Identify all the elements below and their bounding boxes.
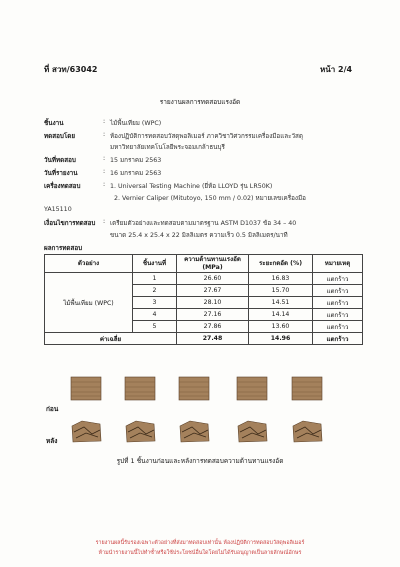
- specimen-before-photo: [291, 375, 323, 401]
- average-row: [45, 333, 363, 345]
- header-strength-label: ความต้านทานแรงอัด: [184, 255, 241, 263]
- colon: :: [103, 118, 106, 125]
- specimen-before-photo: [178, 375, 210, 401]
- equipment-value-line2: 2. Vernier Caliper (Mitutoyo, 150 mm / 0.02) หมายเลขเครื่องมือ: [114, 195, 306, 202]
- table-header-row: [45, 255, 363, 273]
- header-strength-unit: (MPa): [202, 263, 223, 271]
- remark-cell: แตกร้าว: [313, 285, 363, 297]
- strength-cell: 27.16: [177, 309, 249, 321]
- strength-cell: 27.86: [177, 321, 249, 333]
- deformation-cell: 14.14: [249, 309, 313, 321]
- specimen-before-photo: [70, 375, 102, 401]
- before-label: ก่อน: [46, 405, 59, 413]
- equipment-label: เครื่องทดสอบ: [44, 183, 81, 190]
- condition-value-line2: ขนาด 25.4 x 25.4 x 22 มิลลิเมตร ความเร็ว 0.5 มิลลิเมตร/นาที: [110, 232, 288, 239]
- strength-cell: 27.67: [177, 285, 249, 297]
- equipment-value-line1: 1. Universal Testing Machine (ยี่ห้อ LLOYD รุ่น LR50K): [110, 183, 273, 190]
- specimen-after-photo: [124, 418, 156, 444]
- after-label: หลัง: [46, 437, 58, 445]
- piece-cell: 5: [133, 321, 177, 333]
- report-date-label: วันที่รายงาน: [44, 170, 78, 177]
- average-strength-cell: 27.48: [177, 333, 249, 345]
- tester-label: ทดสอบโดย: [44, 133, 76, 140]
- remark-cell: แตกร้าว: [313, 273, 363, 285]
- tester-value-line1: ห้องปฏิบัติการทดสอบวัสดุพอลิเมอร์ ภาควิชาวิศวกรรมเครื่องมือและวัสดุ: [110, 133, 303, 140]
- header-remark: หมายเหตุ: [313, 255, 363, 273]
- footer-line1: รายงานผลนี้รับรองเฉพาะตัวอย่างที่ส่งมาทดสอบเท่านั้น ห้องปฏิบัติการทดสอบวัสดุพอลิเมอร์: [95, 540, 305, 546]
- colon: :: [103, 218, 106, 225]
- condition-value-line1: เตรียมตัวอย่างและทดสอบตามมาตรฐาน ASTM D1037 ข้อ 34 – 40: [110, 220, 297, 227]
- header-deformation: ระยะกดอัด (%): [249, 255, 313, 273]
- condition-label: เงื่อนไขการทดสอบ: [44, 220, 96, 227]
- results-table: [44, 254, 363, 345]
- remark-cell: แตกร้าว: [313, 321, 363, 333]
- average-remark-cell: แตกร้าว: [313, 333, 363, 345]
- specimen-after-photo: [291, 418, 323, 444]
- specimen-after-photo: [178, 418, 210, 444]
- deformation-cell: 16.83: [249, 273, 313, 285]
- report-title: รายงานผลการทดสอบแรงอัด: [159, 98, 241, 106]
- specimen-after-photo: [236, 418, 268, 444]
- page-number: หน้า 2/4: [320, 65, 353, 74]
- piece-cell: 1: [133, 273, 177, 285]
- colon: :: [103, 131, 106, 138]
- report-date-value: 16 มกราคม 2563: [110, 170, 162, 177]
- specimen-after-photo: [70, 418, 102, 444]
- specimen-value: ไม้พื้นเทียม (WPC): [110, 120, 162, 127]
- test-date-label: วันที่ทดสอบ: [44, 157, 76, 164]
- test-date-value: 15 มกราคม 2563: [110, 157, 162, 164]
- header-sample: ตัวอย่าง: [45, 255, 133, 273]
- figure-caption: รูปที่ 1 ชิ้นงานก่อนและหลังการทดสอบความต้านทานแรงอัด: [116, 457, 284, 465]
- result-label: ผลการทดสอบ: [44, 245, 83, 252]
- colon: :: [103, 168, 106, 175]
- deformation-cell: 13.60: [249, 321, 313, 333]
- deformation-cell: 15.70: [249, 285, 313, 297]
- remark-cell: แตกร้าว: [313, 309, 363, 321]
- strength-cell: 26.60: [177, 273, 249, 285]
- specimen-before-photo: [124, 375, 156, 401]
- piece-cell: 4: [133, 309, 177, 321]
- colon: :: [103, 181, 106, 188]
- document-number: ที่ สวท/63042: [44, 65, 98, 74]
- specimen-label: ชิ้นงาน: [44, 120, 64, 127]
- specimen-before-photo: [236, 375, 268, 401]
- table-row: [45, 273, 363, 285]
- header-strength: [177, 255, 249, 273]
- piece-cell: 2: [133, 285, 177, 297]
- remark-cell: แตกร้าว: [313, 297, 363, 309]
- average-deformation-cell: 14.96: [249, 333, 313, 345]
- sample-name-cell: ไม้พื้นเทียม (WPC): [45, 273, 133, 333]
- strength-cell: 28.10: [177, 297, 249, 309]
- colon: :: [103, 155, 106, 162]
- tester-value-line2: มหาวิทยาลัยเทคโนโลยีพระจอมเกล้าธนบุรี: [110, 144, 225, 151]
- piece-cell: 3: [133, 297, 177, 309]
- average-label: ค่าเฉลี่ย: [45, 333, 177, 345]
- footer-line2: ห้ามนำรายงานนี้ไปทำซ้ำหรือใช้ประโยชน์อื่นใดโดยไม่ได้รับอนุญาตเป็นลายลักษณ์อักษร: [98, 550, 302, 556]
- deformation-cell: 14.51: [249, 297, 313, 309]
- header-piece: ชิ้นงานที่: [133, 255, 177, 273]
- equipment-value-line3: YA15110: [44, 206, 72, 213]
